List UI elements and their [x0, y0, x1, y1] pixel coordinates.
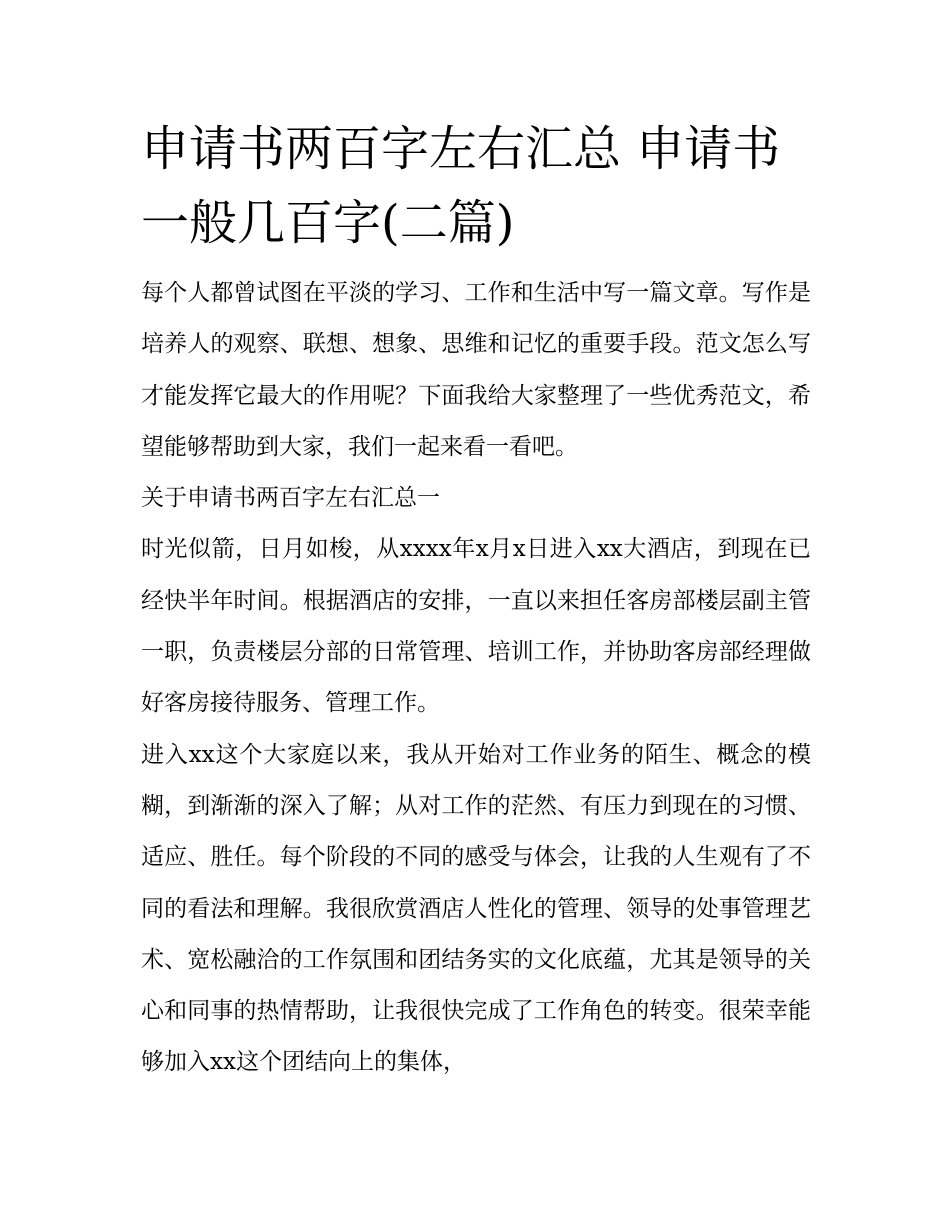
document-title: 申请书两百字左右汇总 申请书一般几百字(二篇) [141, 121, 781, 251]
section-heading: 关于申请书两百字左右汇总一 [141, 485, 440, 512]
body-paragraph: 进入xx这个大家庭以来，我从开始对工作业务的陌生、概念的模糊，到渐渐的深入了解；从对工作的茫然、有压力到现在的习惯、适应、胜任。每个阶段的不同的感受与体会，让我的人生观有了不同的看法和理解。我很欣赏酒店人性化的管理、领导的处事管理艺术、宽松融洽的工作氛围和团结务实的文化底蕴，尤其是领导的关心和同事的热情帮助，让我很快完成了工作角色的转变。很荣幸能够加入xx这个团结向上的集体， [141, 741, 811, 1076]
intro-paragraph: 每个人都曾试图在平淡的学习、工作和生活中写一篇文章。写作是培养人的观察、联想、想象、思维和记忆的重要手段。范文怎么写才能发挥它最大的作用呢？下面我给大家整理了一些优秀范文，希望能够帮助到大家，我们一起来看一看吧。 [141, 280, 811, 460]
body-paragraph: 时光似箭，日月如梭，从xxxx年x月x日进入xx大酒店，到现在已经快半年时间。根据酒店的安排，一直以来担任客房部楼层副主管一职，负责楼层分部的日常管理、培训工作，并协助客房部经理做好客房接待服务、管理工作。 [141, 536, 811, 717]
document-page [141, 112, 811, 1089]
document-body [141, 268, 811, 1089]
